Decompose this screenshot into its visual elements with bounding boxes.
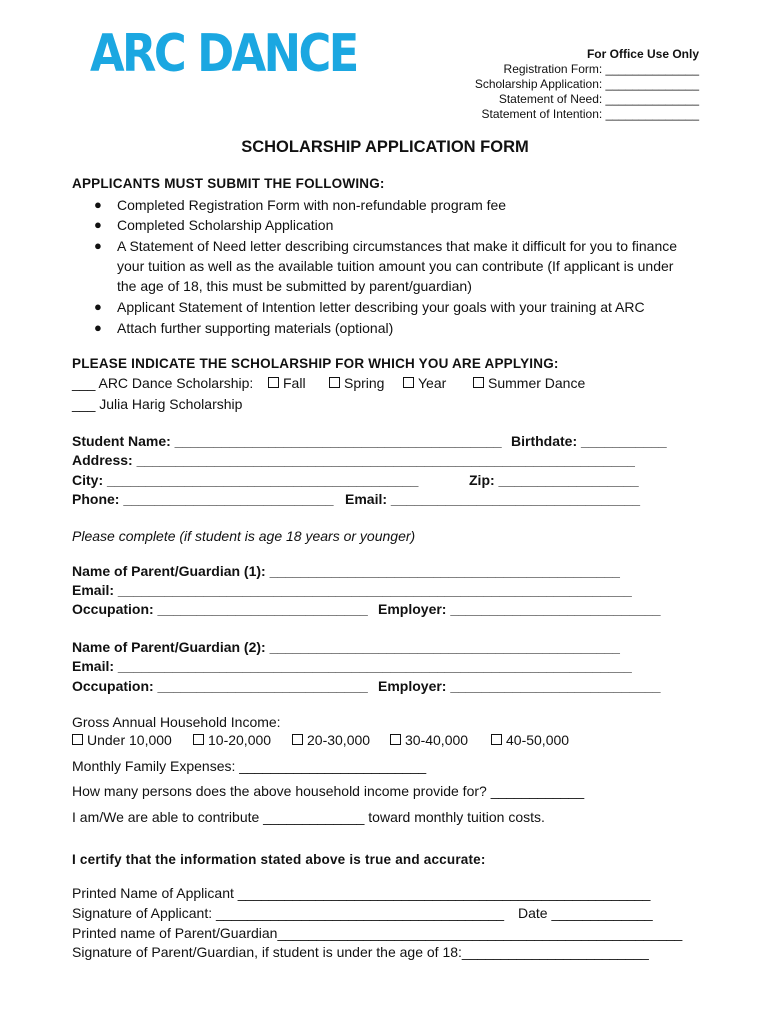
parent2-occupation-field[interactable]: Occupation: ___________________________ <box>72 678 368 694</box>
requirement-item: Completed Registration Form with non-refundable program fee <box>117 197 507 213</box>
office-use-heading: For Office Use Only <box>586 47 699 61</box>
parent2-name-field[interactable]: Name of Parent/Guardian (2): _____________________________________________ <box>72 639 620 655</box>
option-summer-dance[interactable]: Summer Dance <box>473 375 585 391</box>
parent1-employer-field[interactable]: Employer: ___________________________ <box>378 601 661 617</box>
checkbox-icon[interactable] <box>268 377 279 388</box>
bullet-icon: ● <box>94 299 102 314</box>
bullet-icon: ● <box>94 238 102 253</box>
address-field[interactable]: Address: ________________________________________________________________ <box>72 452 635 468</box>
date-field[interactable]: Date _____________ <box>518 905 653 921</box>
office-need-line: Statement of Need: ______________ <box>498 92 699 106</box>
parent1-name-field[interactable]: Name of Parent/Guardian (1): _____________________________________________ <box>72 563 620 579</box>
bullet-icon: ● <box>94 217 102 232</box>
arc-scholarship-label: ___ ARC Dance Scholarship: <box>72 375 254 391</box>
requirement-item-cont: your tuition as well as the available tuition amount you can contribute (If applicant is under <box>117 258 674 274</box>
requirements-heading: APPLICANTS MUST SUBMIT THE FOLLOWING: <box>72 176 385 191</box>
printed-parent-name-field[interactable]: Printed name of Parent/Guardian____________________________________________________ <box>72 925 683 941</box>
birthdate-field[interactable]: Birthdate: ___________ <box>511 433 667 449</box>
email-field[interactable]: Email: ________________________________ <box>345 491 641 507</box>
requirement-item: A Statement of Need letter describing circumstances that make it difficult for you to finance <box>117 238 678 254</box>
option-year[interactable]: Year <box>403 375 446 391</box>
checkbox-icon[interactable] <box>403 377 414 388</box>
option-fall[interactable]: Fall <box>268 375 306 391</box>
parent1-occupation-field[interactable]: Occupation: ___________________________ <box>72 601 368 617</box>
requirement-item: Completed Scholarship Application <box>117 217 334 233</box>
income-10-20000[interactable]: 10-20,000 <box>193 732 271 748</box>
student-name-field[interactable]: Student Name: __________________________________________ <box>72 433 502 449</box>
income-20-30000[interactable]: 20-30,000 <box>292 732 370 748</box>
scholarship-heading: PLEASE INDICATE THE SCHOLARSHIP FOR WHICH YOU ARE APPLYING: <box>72 356 559 371</box>
certification-statement: I certify that the information stated above is true and accurate: <box>72 852 486 867</box>
household-persons-field[interactable]: How many persons does the above household income provide for? ____________ <box>72 783 585 799</box>
income-label: Gross Annual Household Income: <box>72 714 281 730</box>
office-scholarship-line: Scholarship Application: ______________ <box>474 77 699 91</box>
parent2-employer-field[interactable]: Employer: ___________________________ <box>378 678 661 694</box>
contribution-field[interactable]: I am/We are able to contribute _____________ toward monthly tuition costs. <box>72 809 545 825</box>
checkbox-icon[interactable] <box>390 734 401 745</box>
monthly-expenses-field[interactable]: Monthly Family Expenses: ________________________ <box>72 758 427 774</box>
requirement-item-cont: the age of 18, this must be submitted by parent/guardian) <box>117 278 472 294</box>
office-registration-line: Registration Form: ______________ <box>503 62 699 76</box>
bullet-icon: ● <box>94 197 102 212</box>
arc-dance-logo: ARC DANCE <box>90 24 357 84</box>
office-use-block <box>475 47 699 122</box>
guardian-note: Please complete (if student is age 18 years or younger) <box>72 528 416 544</box>
bullet-icon: ● <box>94 320 102 335</box>
julia-harig-scholarship[interactable]: ___ Julia Harig Scholarship <box>72 396 243 412</box>
zip-field[interactable]: Zip: __________________ <box>469 472 639 488</box>
office-intention-line: Statement of Intention: ______________ <box>481 107 699 121</box>
applicant-signature-field[interactable]: Signature of Applicant: _____________________________________ <box>72 905 505 921</box>
printed-applicant-name-field[interactable]: Printed Name of Applicant _____________________________________________________ <box>72 885 651 901</box>
income-30-40000[interactable]: 30-40,000 <box>390 732 468 748</box>
checkbox-icon[interactable] <box>72 734 83 745</box>
option-spring[interactable]: Spring <box>329 375 384 391</box>
income-40-50000[interactable]: 40-50,000 <box>491 732 569 748</box>
checkbox-icon[interactable] <box>491 734 502 745</box>
income-under-10000[interactable]: Under 10,000 <box>72 732 172 748</box>
page-title: SCHOLARSHIP APPLICATION FORM <box>241 138 529 156</box>
city-field[interactable]: City: ________________________________________ <box>72 472 419 488</box>
checkbox-icon[interactable] <box>292 734 303 745</box>
parent1-email-field[interactable]: Email: __________________________________________________________________ <box>72 582 632 598</box>
checkbox-icon[interactable] <box>193 734 204 745</box>
phone-field[interactable]: Phone: ___________________________ <box>72 491 334 507</box>
parent-signature-field[interactable]: Signature of Parent/Guardian, if student is under the age of 18:________________________ <box>72 944 649 960</box>
requirement-item: Applicant Statement of Intention letter describing your goals with your training at ARC <box>117 299 645 315</box>
checkbox-icon[interactable] <box>329 377 340 388</box>
checkbox-icon[interactable] <box>473 377 484 388</box>
parent2-email-field[interactable]: Email: __________________________________________________________________ <box>72 658 632 674</box>
requirement-item: Attach further supporting materials (optional) <box>117 320 394 336</box>
